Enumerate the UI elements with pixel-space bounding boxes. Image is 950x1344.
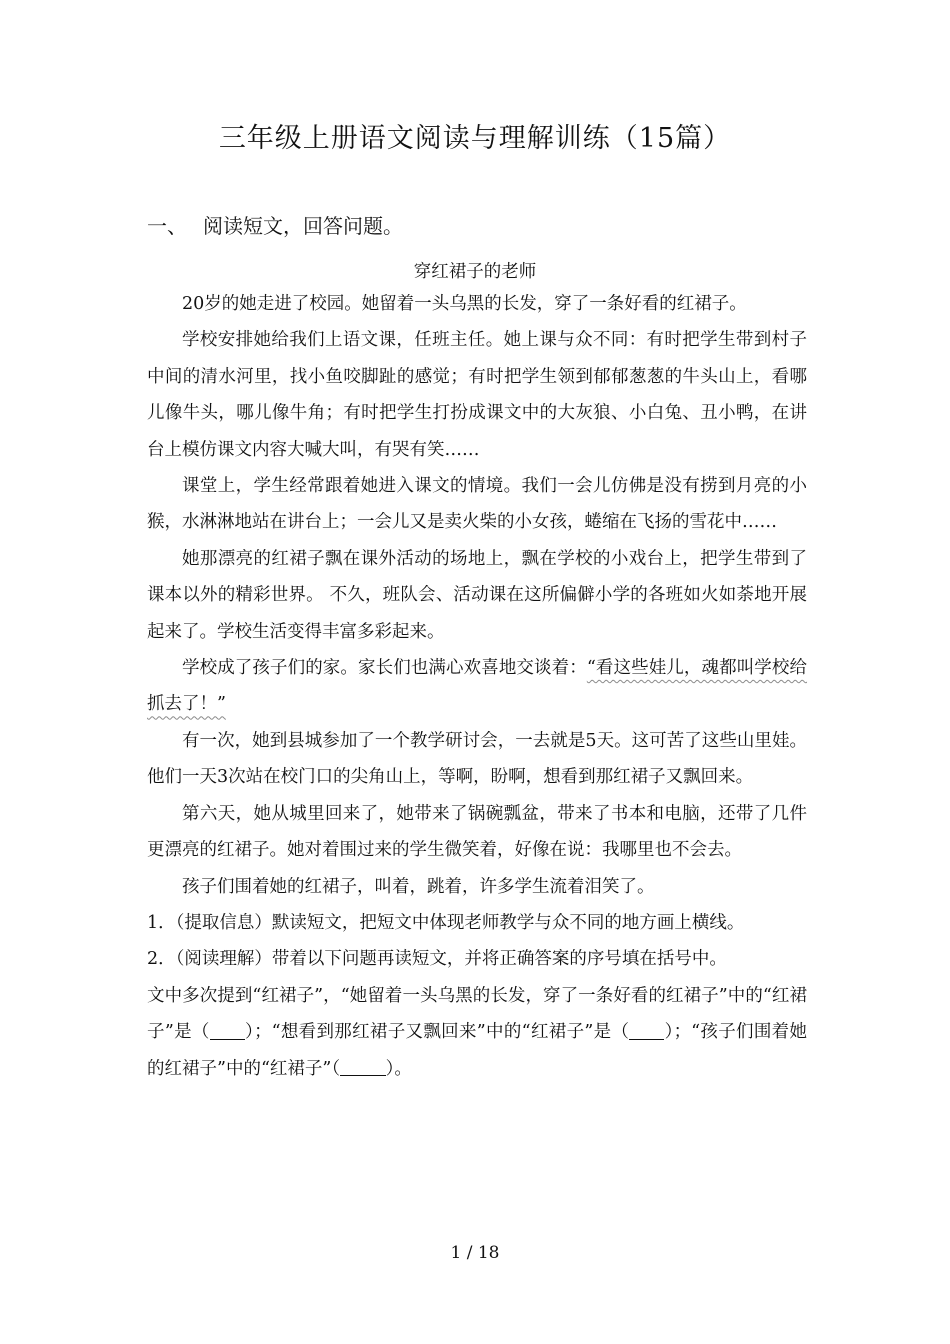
section-heading-text: 阅读短文，回答问题。 <box>203 214 403 238</box>
paragraph: 孩子们围着她的红裙子，叫着，跳着，许多学生流着泪笑了。 <box>182 876 655 897</box>
question-2-fill-in <box>147 978 807 1087</box>
wavy-underlined-quote: “看这些娃儿，魂都叫学校给抓去了！” <box>147 658 808 715</box>
answer-blank[interactable] <box>629 1021 664 1040</box>
question-1: 1．（提取信息）默读短文，把短文中体现老师教学与众不同的地方画上横线。 <box>147 912 745 933</box>
answer-blank[interactable] <box>340 1058 386 1077</box>
section-number: 一、 <box>147 214 187 238</box>
question-2-part: ）。 <box>385 1058 412 1079</box>
story-body <box>147 286 807 1087</box>
paragraph: 她那漂亮的红裙子飘在课外活动的场地上，飘在学校的小戏台上，把学生带到了课本以外的精彩世界。 不久，班队会、活动课在这所偏僻小学的各班如火如荼地开展起来了。学校生活变得丰富多彩起来。 <box>147 548 807 642</box>
paragraph: 20岁的她走进了校园。她留着一头乌黑的长发，穿了一条好看的红裙子。 <box>182 294 747 314</box>
section-heading <box>147 210 403 239</box>
page-number: 1 / 18 <box>450 1243 500 1263</box>
paragraph <box>147 650 807 723</box>
question-2-part: ）；“孩子们围着她的红裙子”中的“红裙子”（ <box>147 1022 807 1079</box>
question-2-part: 文中多次提到“红裙子”，“她留着一头乌黑的长发，穿了一条好看的红裙子”中的“红裙子”是（ <box>147 985 807 1043</box>
document-title: 三年级上册语文阅读与理解训练（15篇） <box>218 123 732 154</box>
paragraph: 学校安排她给我们上语文课，任班主任。她上课与众不同：有时把学生带到村子中间的清水河里，找小鱼咬脚趾的感觉；有时把学生领到郁郁葱葱的牛头山上，看哪儿像牛头，哪儿像牛角；有时把学生打扮成课文中的大灰狼、小白兔、丑小鸭，在讲台上模仿课文内容大喊大叫，有哭有笑…… <box>147 330 807 460</box>
paragraph: 课堂上，学生经常跟着她进入课文的情境。我们一会儿仿佛是没有捞到月亮的小猴，水淋淋地站在讲台上；一会儿又是卖火柴的小女孩，蜷缩在飞扬的雪花中…… <box>147 476 807 533</box>
question-2-part: ）；“想看到那红裙子又飘回来”中的“红裙子”是（ <box>244 1022 630 1043</box>
question-2: 2．（阅读理解）带着以下问题再读短文，并将正确答案的序号填在括号中。 <box>147 949 727 970</box>
answer-blank[interactable] <box>210 1021 245 1040</box>
paragraph: 有一次，她到县城参加了一个教学研讨会，一去就是5天。这可苦了这些山里娃。他们一天3次站在校门口的尖角山上，等啊，盼啊，想看到那红裙子又飘回来。 <box>147 730 807 788</box>
paragraph: 第六天，她从城里回来了，她带来了锅碗瓢盆，带来了书本和电脑，还带了几件更漂亮的红裙子。她对着围过来的学生微笑着，好像在说：我哪里也不会去。 <box>147 803 807 861</box>
paragraph-lead: 学校成了孩子们的家。家长们也满心欢喜地交谈着： <box>182 658 587 679</box>
story-title: 穿红裙子的老师 <box>413 262 537 282</box>
